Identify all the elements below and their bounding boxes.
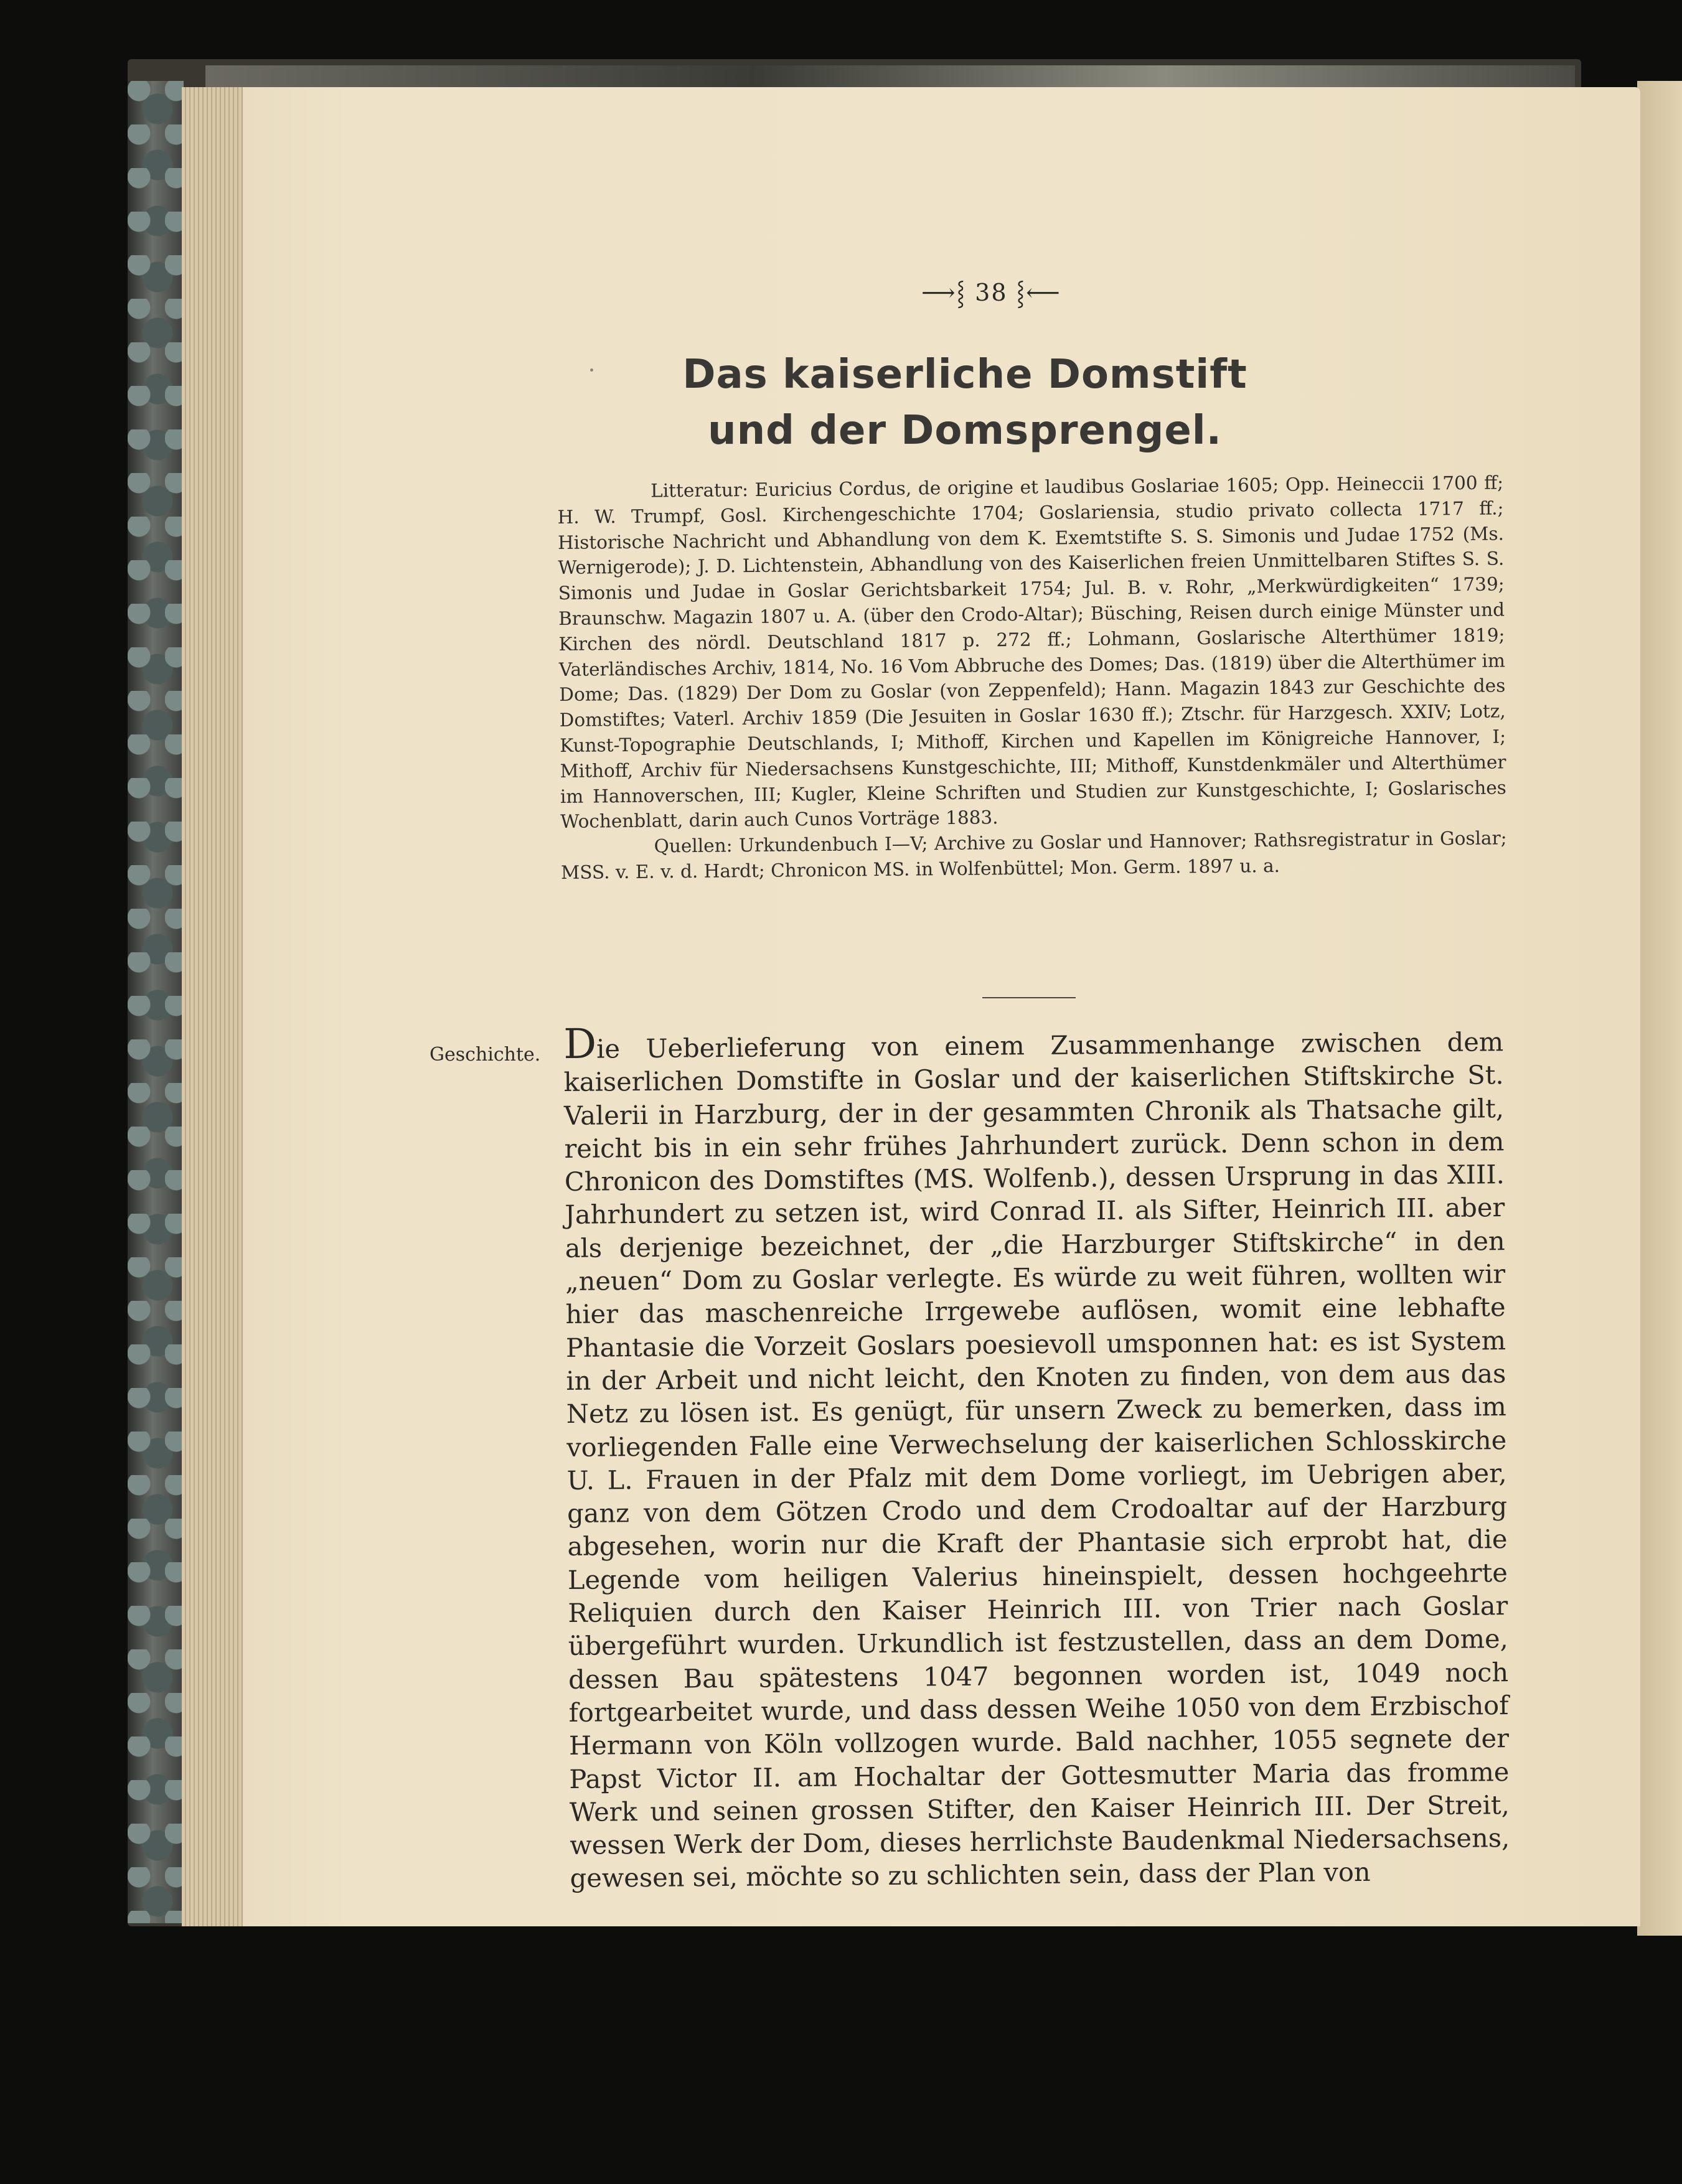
margin-note: Geschichte.	[430, 1044, 541, 1066]
body-text	[563, 1019, 1510, 1895]
body-paragraph-text: ie Ueberlieferung von einem Zusammenhange zwischen dem kaiserlichen Domstifte in Goslar und der kaiserlichen Stiftskirche St. Valerii in Harzburg, der in der gesammten Chronik als Thatsache gilt, reicht bis in ein sehr frühes Jahrhundert zurück. Denn schon in dem Chronicon des Domstiftes (MS. Wolfenb.), dessen Ursprung in das XIII. Jahrhundert zu setzen ist, wird Conrad II. als Sifter, Heinrich III. aber als derjenige bezeichnet, der „die Harzburger Stiftskirche“ in den „neuen“ Dom zu Goslar verlegte. Es würde zu weit führen, wollten wir hier das maschenreiche Irrgewebe auflösen, womit eine lebhafte Phantasie die Vorzeit Goslars poesievoll umsponnen hat: es ist System in der Arbeit und nicht leicht, den Knoten zu finden, von dem aus das Netz zu lösen ist. Es genügt, für unsern Zweck zu bemerken, dass im vorliegenden Falle eine Verwechselung der kaiserlichen Schlosskirche U. L. Frauen in der Pfalz mit dem Dome vorliegt, im Uebrigen aber, ganz von dem Götzen Crodo und dem Crodoaltar auf der Harzburg abgesehen, worin nur die Kraft der Phantasie sich erprobt hat, die Legende vom heiligen Valerius hineinspielt, dessen hochgeehrte Reliquien durch den Kaiser Heinrich III. von Trier nach Goslar übergeführt wurden. Urkundlich ist festzustellen, dass an dem Dome, dessen Bau spätestens 1047 begonnen worden ist, 1049 noch fortgearbeitet wurde, und dass dessen Weihe 1050 von dem Erzbischof Hermann von Köln vollzogen wurde. Bald nachher, 1055 segnete der Papst Victor II. am Hochaltar der Gottesmutter Maria das fromme Werk und seinen grossen Stifter, den Kaiser Heinrich III. Der Streit, wessen Werk der Dom, dieses herrlichste Baudenkmal Niedersachsens, gewesen sei, möchte so zu schlichten sein, dass der Plan von	[563, 1026, 1510, 1894]
facing-page-edge	[1637, 81, 1682, 1936]
drop-cap: D	[563, 1019, 597, 1068]
literature-block	[557, 470, 1507, 885]
title-line-2: und der Domsprengel.	[708, 408, 1222, 454]
marbled-cover	[128, 81, 184, 1923]
body-paragraph	[563, 1019, 1510, 1895]
page-number-header: ⟶⸾ 38 ⸾⟵	[921, 279, 1061, 306]
section-divider	[982, 997, 1076, 998]
page-edges	[182, 87, 250, 1926]
print-speck	[590, 368, 593, 372]
title-line-1: Das kaiserliche Domstift	[682, 352, 1247, 398]
literature-paragraph: Litteratur: Euricius Cordus, de origine et laudibus Goslariae 1605; Opp. Heineccii 1700 ff; H. W. Trumpf, Gosl. Kirchengeschichte 1704; Goslariensia, studio privato collecta 1717 ff.; Historische Nachricht und Abhandlung von dem K. Exemtstifte S. S. Simonis und Judae 1752 (Ms. Wernigerode); J. D. Lichtenstein, Abhandlung von des Kaiserlichen freien Unmittelbaren Stiftes S. S. Simonis und Judae in Goslar Gerichtsbarkeit 1754; Jul. B. v. Rohr, „Merkwürdigkeiten“ 1739; Braunschw. Magazin 1807 u. A. (über den Crodo-Altar); Büsching, Reisen durch einige Münster und Kirchen des nördl. Deutschland 1817 p. 272 ff.; Lohmann, Goslarische Alterthümer 1819; Vaterländisches Archiv, 1814, No. 16 Vom Abbruche des Domes; Das. (1819) über die Alterthümer im Dome; Das. (1829) Der Dom zu Goslar (von Zeppenfeld); Hann. Magazin 1843 zur Geschichte des Domstiftes; Vaterl. Archiv 1859 (Die Jesuiten in Goslar 1630 ff.); Ztschr. für Harzgesch. XXIV; Lotz, Kunst-Topographie Deutschlands, I; Mithoff, Kirchen und Kapellen im Königreiche Hannover, I; Mithoff, Archiv für Niedersachsens Kunstgeschichte, III; Mithoff, Kunstdenkmäler und Alterthümer im Hannoverschen, III; Kugler, Kleine Schriften und Studien zur Kunstgeschichte, I; Goslarisches Wochenblatt, darin auch Cunos Vorträge 1883.	[557, 472, 1506, 833]
sources-paragraph: Quellen: Urkundenbuch I—V; Archive zu Goslar und Hannover; Rathsregistratur in Goslar; MSS. v. E. v. d. Hardt; Chronicon MS. in Wolfenbüttel; Mon. Germ. 1897 u. a.	[560, 827, 1507, 883]
